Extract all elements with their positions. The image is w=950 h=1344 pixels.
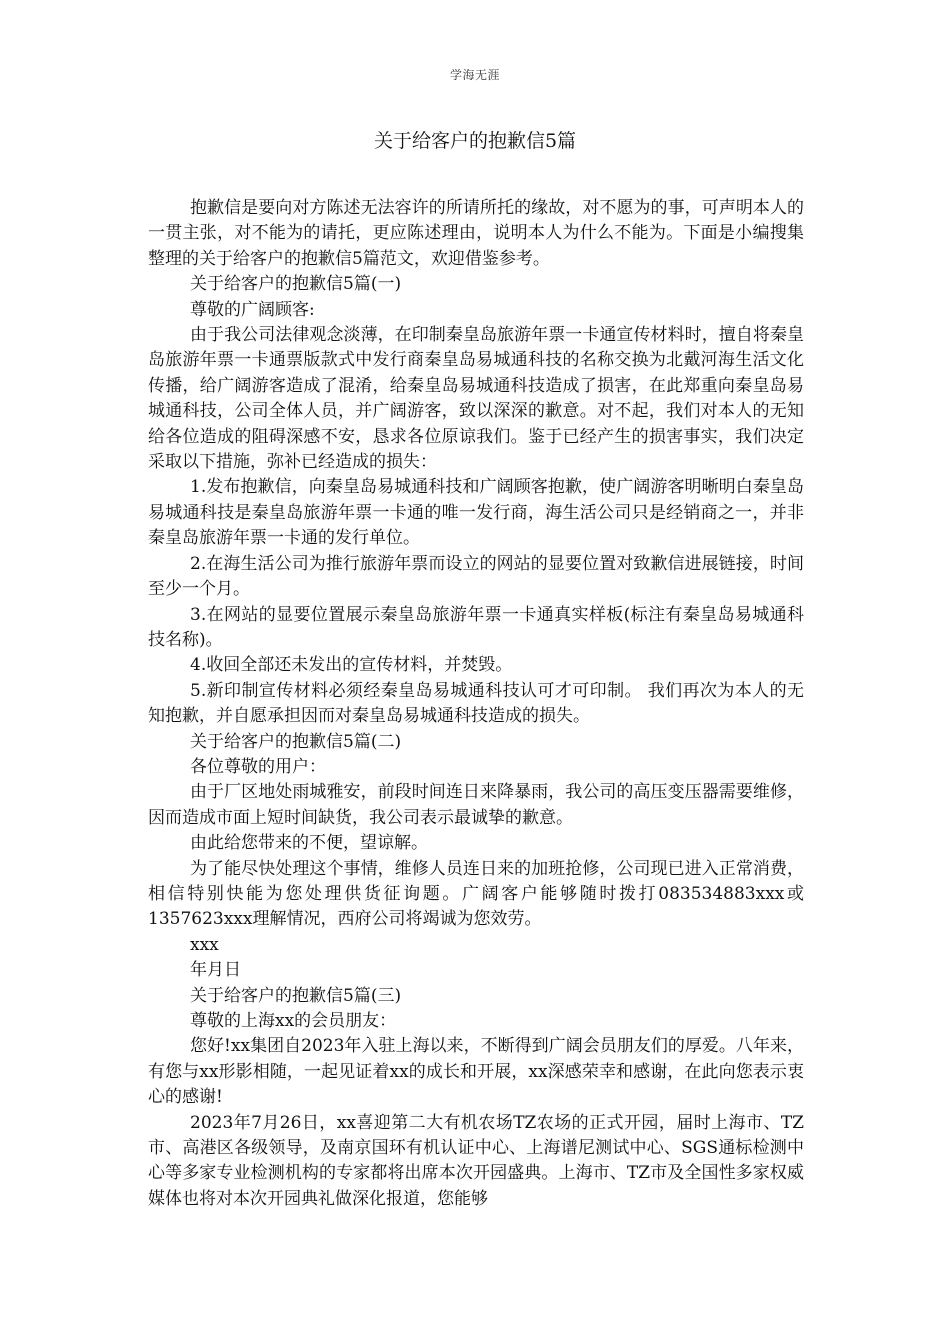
date-line: 年月日 [190, 960, 241, 981]
body-paragraph: 为了能尽快处理这个事情，维修人员连日来的加班抢修，公司现已进入正常消费，相信特别快能为您处理供货征询题。广阔客户能够随时拨打083534883xxx或1357623xxx理解情况，西府公司将竭诚为您效劳。 [148, 858, 804, 930]
measure-item-1: 1.发布抱歉信，向秦皇岛易城通科技和广阔顾客抱歉，使广阔游客明晰明白秦皇岛易城通科技是秦皇岛旅游年票一卡通的唯一发行商，海生活公司只是经销商之一，并非秦皇岛旅游年票一卡通的发行单位。 [148, 477, 804, 549]
body-paragraph: 由于厂区地处雨城雅安，前段时间连日来降暴雨，我公司的高压变压器需要维修，因而造成市面上短时间缺货，我公司表示最诚挚的歉意。 [148, 782, 804, 828]
signature: xxx [190, 934, 219, 955]
salutation-2: 各位尊敬的用户： [190, 756, 326, 777]
document-title: 关于给客户的抱歉信5篇 [373, 130, 577, 152]
body-paragraph: 2023年7月26日，xx喜迎第二大有机农场TZ农场的正式开园，届时上海市、TZ市、高港区各级领导，及南京国环有机认证中心、上海谱尼测试中心、SGS通标检测中心等多家专业检测机构的专家都将出席本次开园盛典。上海市、TZ市及全国性多家权威媒体也将对本次开园典礼做深化报道，您能够 [148, 1112, 804, 1209]
measure-item-4: 4.收回全部还未发出的宣传材料，并焚毁。 [190, 655, 513, 676]
page-header: 学海无涯 [449, 68, 500, 82]
body-paragraph: 由于我公司法律观念淡薄，在印制秦皇岛旅游年票一卡通宣传材料时，擅自将秦皇岛旅游年票一卡通票版款式中发行商秦皇岛易城通科技的名称交换为北戴河海生活文化传播，给广阔游客造成了混淆，给秦皇岛易城通科技造成了损害，在此郑重向秦皇岛易城通科技，公司全体人员，并广阔游客，致以深深的歉意。对不起，我们对本人的无知给各位造成的阻碍深感不安，恳求各位原谅我们。鉴于已经产生的损害事实，我们决定采取以下措施，弥补已经造成的损失： [148, 325, 804, 473]
body-paragraph: 由此给您带来的不便，望谅解。 [190, 833, 428, 854]
section-heading-2: 关于给客户的抱歉信5篇(二) [190, 731, 402, 752]
salutation-3: 尊敬的上海xx的会员朋友： [190, 1011, 397, 1031]
salutation-1: 尊敬的广阔顾客: [190, 299, 315, 320]
measure-item-2: 2.在海生活公司为推行旅游年票而设立的网站的显要位置对致歉信进展链接，时间至少一个月。 [148, 553, 804, 600]
intro-paragraph: 抱歉信是要向对方陈述无法容许的所请所托的缘故，对不愿为的事，可声明本人的一贯主张，对不能为的请托，更应陈述理由，说明本人为什么不能为。下面是小编搜集整理的关于给客户的抱歉信5篇范文，欢迎借鉴参考。 [148, 198, 804, 269]
section-heading-1: 关于给客户的抱歉信5篇(一) [190, 274, 402, 295]
measure-item-5: 5.新印制宣传材料必须经秦皇岛易城通科技认可才可印制。 我们再次为本人的无知抱歉，并自愿承担因而对秦皇岛易城通科技造成的损失。 [148, 680, 804, 727]
section-heading-3: 关于给客户的抱歉信5篇(三) [190, 985, 402, 1006]
body-paragraph: 您好!xx集团自2023年入驻上海以来，不断得到广阔会员朋友们的厚爱。八年来，有您与xx形影相随，一起见证着xx的成长和开展，xx深感荣幸和感谢，在此向您表示衷心的感谢! [148, 1036, 804, 1108]
document-body [148, 196, 804, 1212]
measure-item-3: 3.在网站的显要位置展示秦皇岛旅游年票一卡通真实样板(标注有秦皇岛易城通科技名称)。 [148, 604, 804, 650]
